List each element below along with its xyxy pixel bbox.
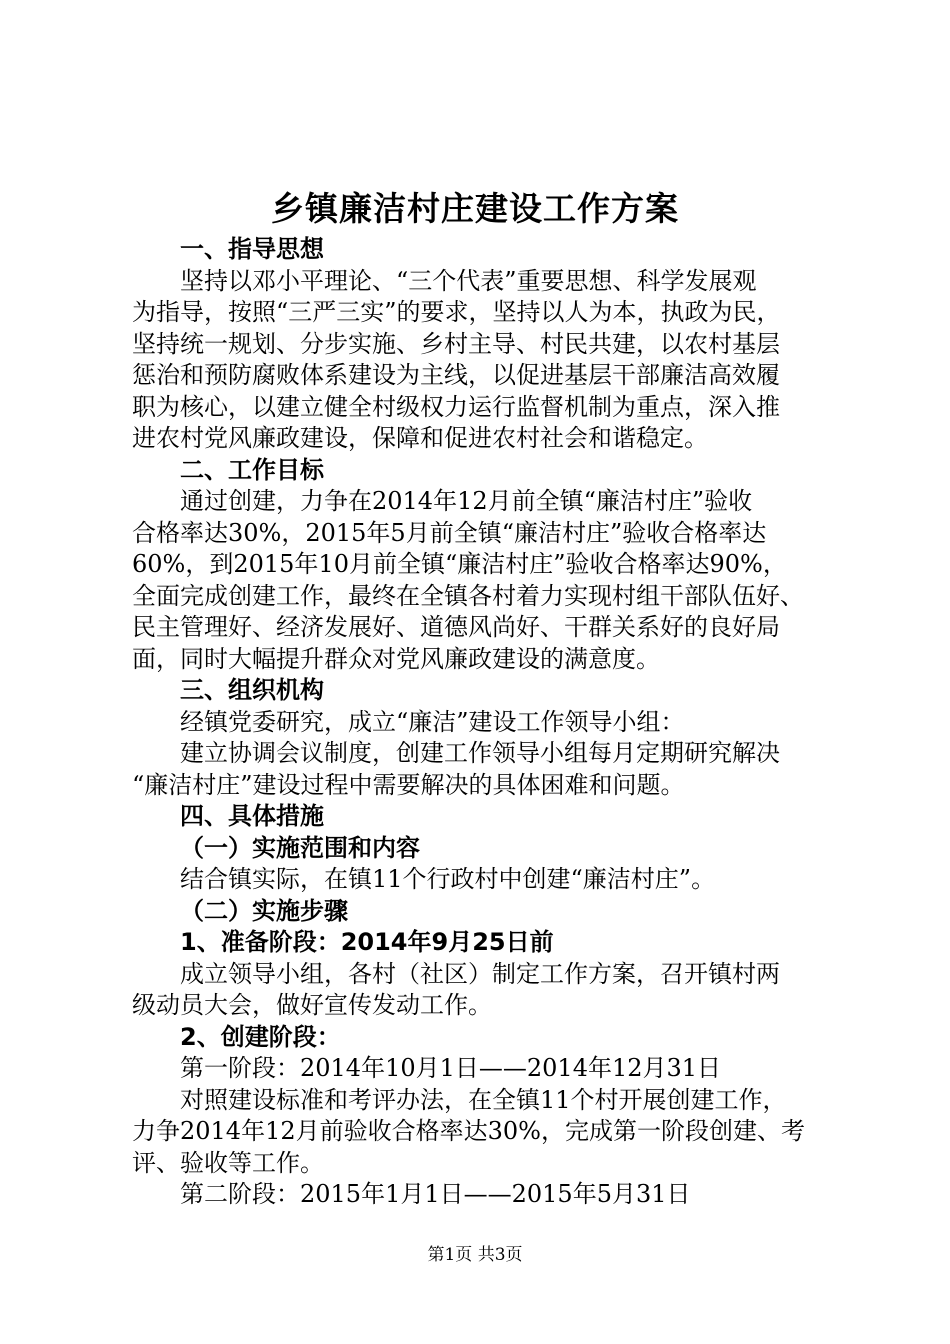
paragraph-line: 成立领导小组，各村（社区）制定工作方案，召开镇村两	[180, 959, 780, 988]
page-footer: 第1页 共3页	[427, 1245, 523, 1265]
paragraph-line: 民主管理好、经济发展好、道德风尚好、干群关系好的良好局	[132, 613, 780, 641]
paragraph-line: 全面完成创建工作，最终在全镇各村着力实现村组干部队伍好、	[132, 581, 804, 610]
paragraph-line: 力争2014年12月前验收合格率达30%，完成第一阶段创建、考	[132, 1117, 805, 1145]
paragraph-line: 坚持以邓小平理论、“三个代表”重要思想、科学发展观	[180, 266, 757, 295]
paragraph-line: 对照建设标准和考评办法，在全镇11个村开展创建工作，	[180, 1085, 787, 1114]
paragraph-line: 面，同时大幅提升群众对党风廉政建设的满意度。	[132, 644, 660, 673]
section-heading: 三、组织机构	[180, 676, 324, 704]
paragraph-line: 进农村党风廉政建设，保障和促进农村社会和谐稳定。	[132, 424, 708, 452]
paragraph-line: 合格率达30%，2015年5月前全镇“廉洁村庄”验收合格率达	[132, 518, 767, 547]
paragraph-line: 通过创建，力争在2014年12月前全镇“廉洁村庄”验收	[180, 487, 753, 515]
section-heading: 二、工作目标	[180, 455, 324, 484]
paragraph-line: 评、验收等工作。	[132, 1148, 324, 1177]
paragraph-line: 经镇党委研究，成立“廉洁”建设工作领导小组：	[180, 707, 685, 736]
paragraph-line: “廉洁村庄”建设过程中需要解决的具体困难和问题。	[132, 770, 685, 799]
document-title: 乡镇廉洁村庄建设工作方案	[271, 189, 679, 228]
paragraph-line: 为指导，按照“三严三实”的要求，坚持以人为本，执政为民，	[132, 298, 781, 326]
document-body	[132, 234, 832, 1211]
paragraph-line: 60%，到2015年10月前全镇“廉洁村庄”验收合格率达90%，	[132, 550, 787, 578]
paragraph-line: 结合镇实际，在镇11个行政村中创建“廉洁村庄”。	[180, 865, 716, 893]
section-heading: （二）实施步骤	[180, 896, 348, 925]
paragraph-line: 惩治和预防腐败体系建设为主线，以促进基层干部廉洁高效履	[132, 361, 780, 389]
paragraph-line: 职为核心，以建立健全村级权力运行监督机制为重点，深入推	[132, 392, 780, 421]
paragraph-line: 级动员大会，做好宣传发动工作。	[132, 991, 492, 1019]
section-heading: （一）实施范围和内容	[180, 833, 420, 862]
paragraph-line: 建立协调会议制度，创建工作领导小组每月定期研究解决	[180, 739, 780, 767]
paragraph-line: 第二阶段：2015年1月1日——2015年5月31日	[180, 1180, 691, 1208]
paragraph-line: 第一阶段：2014年10月1日——2014年12月31日	[180, 1054, 722, 1082]
section-heading: 1、准备阶段：2014年9月25日前	[180, 928, 554, 956]
section-heading: 四、具体措施	[180, 802, 324, 830]
paragraph-line: 坚持统一规划、分步实施、乡村主导、村民共建，以农村基层	[132, 329, 780, 358]
section-heading: 2、创建阶段：	[180, 1022, 341, 1051]
section-heading: 一、指导思想	[180, 235, 324, 263]
